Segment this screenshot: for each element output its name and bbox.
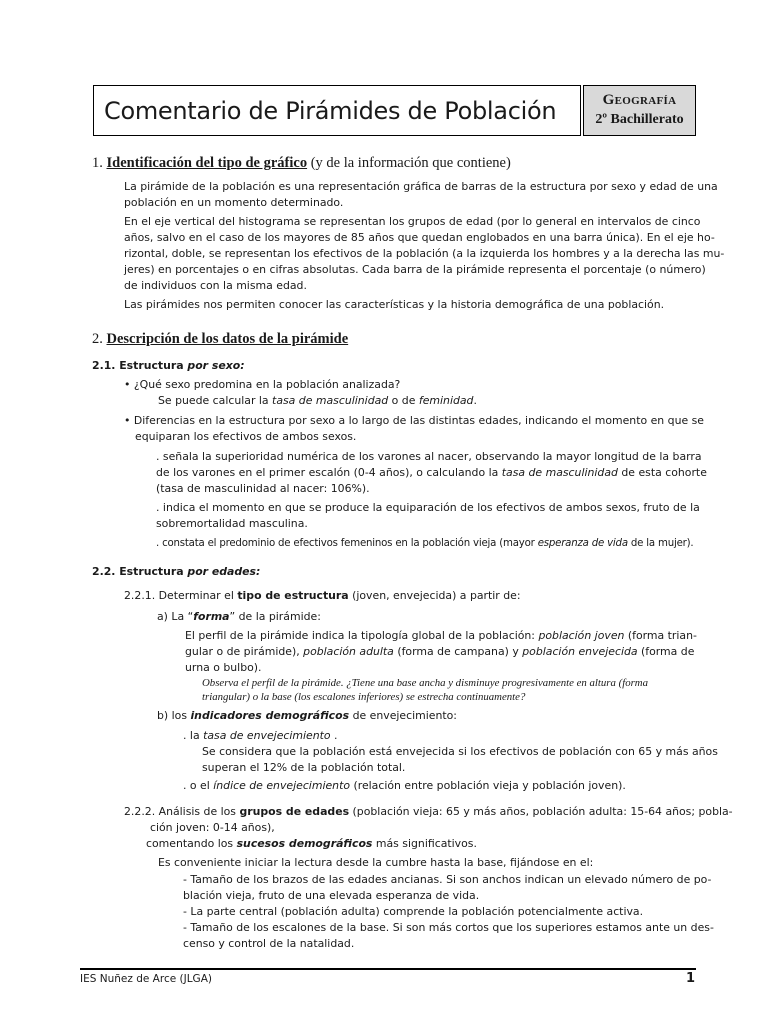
item-a-text: urna o bulbo). <box>185 661 262 674</box>
bullet-item: • Diferencias en la estructura por sexo a lo largo de las distintas edades, indicando el momento en que se <box>124 414 705 427</box>
item-b-text: . o el índice de envejecimiento (relación entre población vieja y población joven). <box>183 779 626 792</box>
bullet-subline: Se puede calcular la tasa de masculinidad o de feminidad. <box>158 394 477 407</box>
subject-box <box>583 85 696 136</box>
question-line: triangular) o la base (los escalones inferiores) se estrecha continuamente? <box>202 691 526 703</box>
subsection-2-2-heading: 2.2. Estructura por edades: <box>92 565 261 578</box>
item-2-2-2-line: comentando los sucesos demográficos más significativos. <box>146 837 477 850</box>
bullet-item: equiparan los efectivos de ambos sexos. <box>135 430 357 443</box>
paragraph-line: población en un momento determinado. <box>124 196 344 209</box>
reading-note: Es conveniente iniciar la lectura desde la cumbre hasta la base, fijándose en el: <box>158 856 594 869</box>
item-b: b) los indicadores demográficos de envejecimiento: <box>157 709 457 722</box>
footer-school: IES Nuñez de Arce (JLGA) <box>80 973 212 985</box>
dash-line: - La parte central (población adulta) comprende la población potencialmente activa. <box>183 905 644 918</box>
detail-line: de los varones en el primer escalón (0-4 años), o calculando la tasa de masculinidad de esta cohorte <box>156 466 707 479</box>
paragraph-line: rizontal, doble, se representan los efectivos de la población (a la izquierda los hombres y a la derecha las mu- <box>124 247 725 260</box>
paragraph-line: de individuos con la misma edad. <box>124 279 307 292</box>
item-2-2-2-line: ción joven: 0-14 años), <box>150 821 275 834</box>
detail-line: (tasa de masculinidad al nacer: 106%). <box>156 482 370 495</box>
course-label: 2º Bachillerato <box>595 112 684 127</box>
item-b-text: superan el 12% de la población total. <box>202 761 406 774</box>
detail-line: sobremortalidad masculina. <box>156 517 308 530</box>
item-b-text: . la tasa de envejecimiento . <box>183 729 338 742</box>
item-b-text: Se considera que la población está envejecida si los efectivos de población con 65 y más años <box>202 745 718 758</box>
section-title: Identificación del tipo de gráfico <box>106 155 308 171</box>
bullet-item: • ¿Qué sexo predomina en la población analizada? <box>124 378 401 391</box>
item-2-2-2: 2.2.2. Análisis de los grupos de edades (población vieja: 65 y más años, población adulta: 15-64 años; pobla- <box>124 805 733 818</box>
section-number: 2. <box>92 331 103 347</box>
item-2-2-1: 2.2.1. Determinar el tipo de estructura (joven, envejecida) a partir de: <box>124 589 521 602</box>
section-title: Descripción de los datos de la pirámide <box>106 331 349 347</box>
section-subtitle: (y de la información que contiene) <box>310 155 511 171</box>
dash-line: blación vieja, fruto de una elevada esperanza de vida. <box>183 889 480 902</box>
page-number: 1 <box>686 971 696 986</box>
section-2-heading <box>92 331 348 348</box>
footer-divider <box>80 968 696 970</box>
dash-line: - Tamaño de los escalones de la base. Si son más cortos que los superiores estamos ante un des- <box>183 921 714 934</box>
paragraph-line: La pirámide de la población es una representación gráfica de barras de la estructura por sexo y edad de una <box>124 180 718 193</box>
paragraph-line: Las pirámides nos permiten conocer las características y la historia demográfica de una población. <box>124 298 665 311</box>
paragraph-line: En el eje vertical del histograma se representan los grupos de edad (por lo general en intervalos de cinco <box>124 215 701 228</box>
dash-line: censo y control de la natalidad. <box>183 937 355 950</box>
subject-label: Geografía <box>602 92 677 108</box>
paragraph-line: años, salvo en el caso de los mayores de 85 años que quedan englobados en una barra única). En el eje ho- <box>124 231 715 244</box>
page-title: Comentario de Pirámides de Población <box>93 85 581 136</box>
detail-line: . constata el predominio de efectivos femeninos en la población vieja (mayor esperanza de vida de la mujer). <box>156 538 694 549</box>
subsection-2-1-heading: 2.1. Estructura por sexo: <box>92 359 245 372</box>
item-a-text: gular o de pirámide), población adulta (forma de campana) y población envejecida (forma de <box>185 645 695 658</box>
section-number: 1. <box>92 155 103 171</box>
question-line: Observa el perfil de la pirámide. ¿Tiene una base ancha y disminuye progresivamente en altura (forma <box>202 677 648 689</box>
item-a-text: El perfil de la pirámide indica la tipología global de la población: población joven (forma trian- <box>185 629 697 642</box>
dash-line: - Tamaño de los brazos de las edades ancianas. Si son anchos indican un elevado número de po- <box>183 873 712 886</box>
section-1-heading <box>92 155 511 172</box>
detail-line: . señala la superioridad numérica de los varones al nacer, observando la mayor longitud de la barra <box>156 450 702 463</box>
item-a: a) La “forma” de la pirámide: <box>157 610 321 623</box>
paragraph-line: jeres) en porcentajes o en cifras absolutas. Cada barra de la pirámide representa el porcentaje (o número) <box>124 263 706 276</box>
detail-line: . indica el momento en que se produce la equiparación de los efectivos de ambos sexos, fruto de la <box>156 501 700 514</box>
